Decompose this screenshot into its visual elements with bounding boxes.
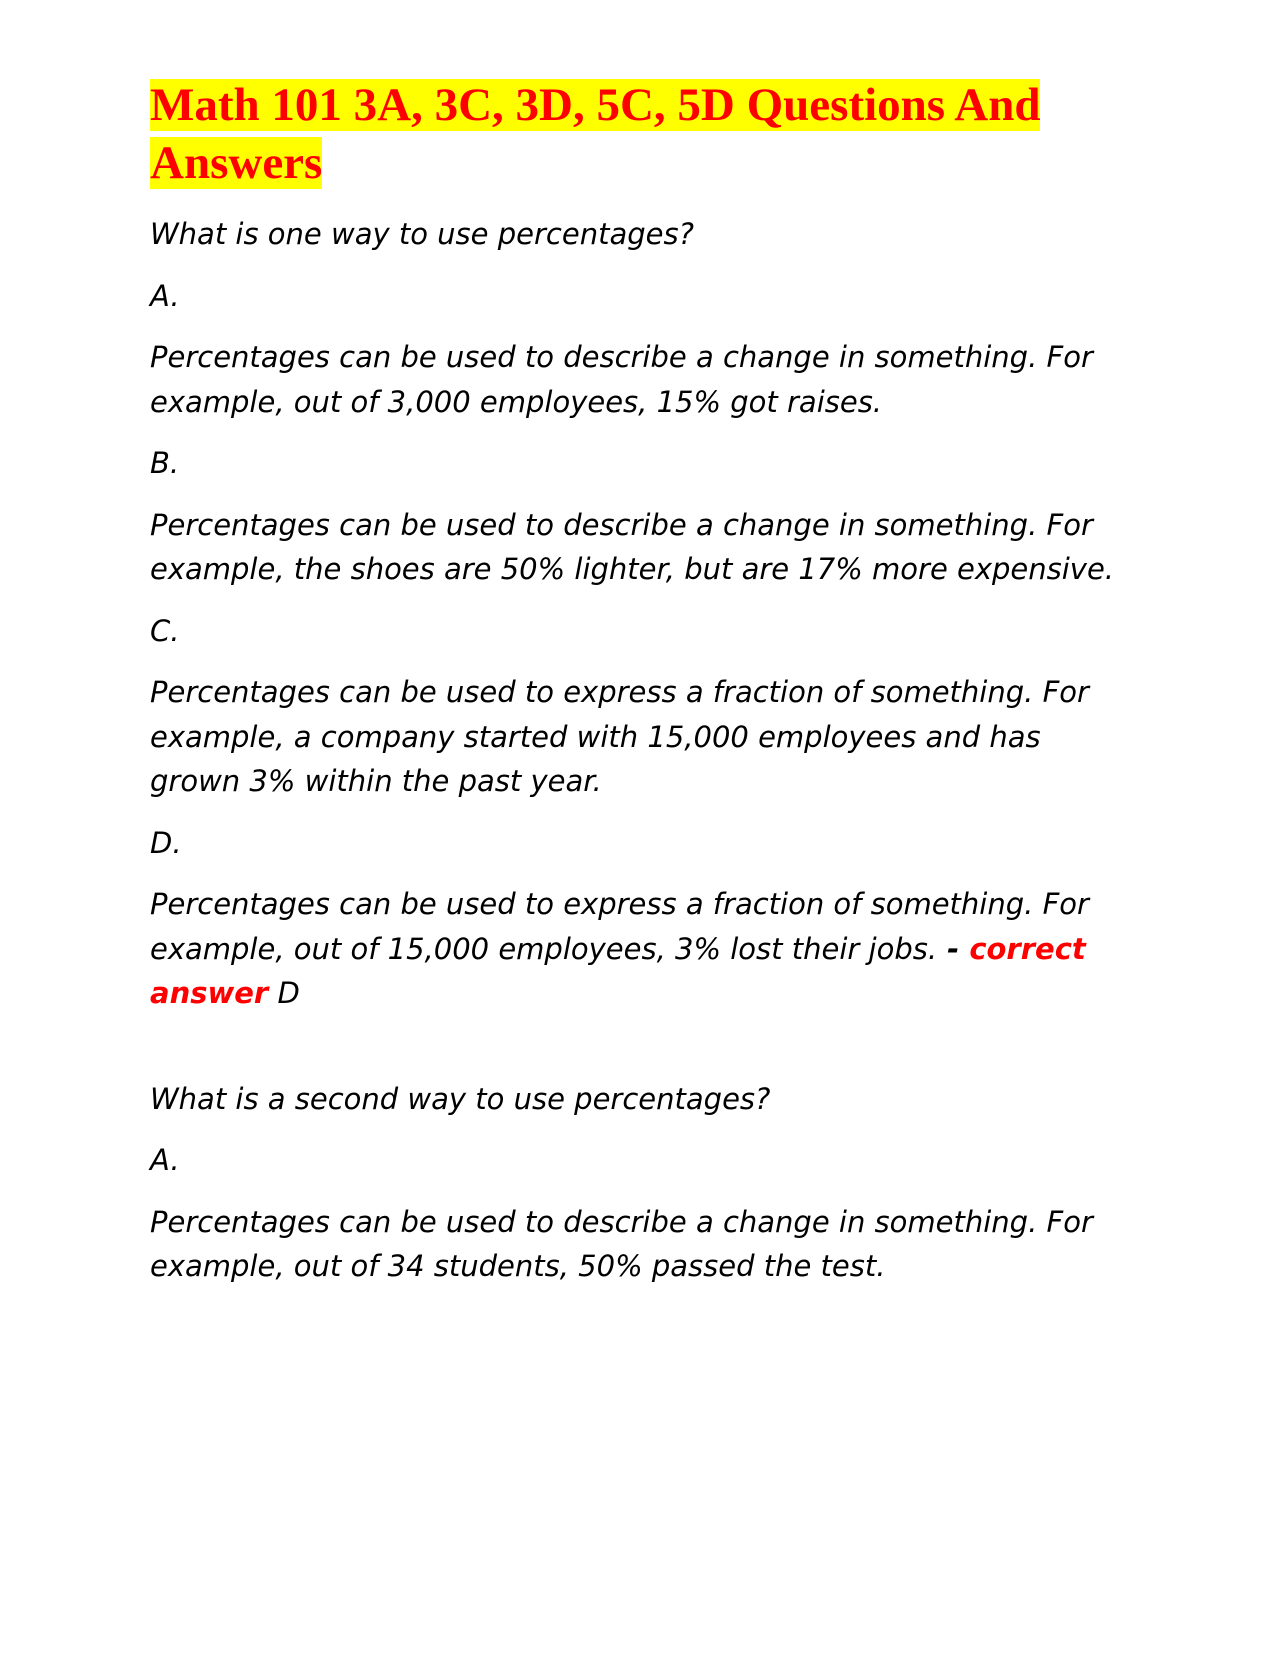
option-label-c: C.	[150, 613, 180, 648]
option-label-d: D.	[150, 825, 182, 860]
question-block-1	[150, 212, 1130, 1016]
answer-separator: -	[937, 931, 970, 966]
option-label-a: A.	[150, 1143, 180, 1177]
correct-answer-label: correct answer	[150, 931, 1086, 1010]
option-text-b: Percentages can be used to describe a change in something. For example, the shoes are 50% lighter, but are 17% more expensive.	[150, 507, 1115, 586]
question-text: What is a second way to use percentages?	[150, 1081, 771, 1116]
option-text-d: Percentages can be used to express a fraction of something. For example, out of 15,000 employees, 3% lost their jobs.	[150, 887, 1089, 966]
question-text: What is one way to use percentages?	[150, 217, 694, 251]
option-text-a: Percentages can be used to describe a change in something. For example, out of 3,000 employees, 15% got raises.	[150, 340, 1093, 419]
document-page	[150, 76, 1130, 1289]
document-title	[150, 76, 1130, 192]
option-text-c: Percentages can be used to express a fraction of something. For example, a company started with 15,000 employees and has grown 3% within the past year.	[150, 675, 1089, 798]
title-text: Math 101 3A, 3C, 3D, 5C, 5D Questions And Answers	[150, 79, 1041, 189]
option-text-a: Percentages can be used to describe a change in something. For example, out of 34 students, 50% passed the test.	[150, 1204, 1093, 1283]
correct-answer-value: D	[277, 976, 300, 1010]
question-block-2	[150, 1077, 1130, 1289]
option-text-d-with-answer	[150, 882, 1130, 1016]
option-label-b: B.	[150, 446, 180, 480]
option-label-a: A.	[150, 278, 180, 313]
